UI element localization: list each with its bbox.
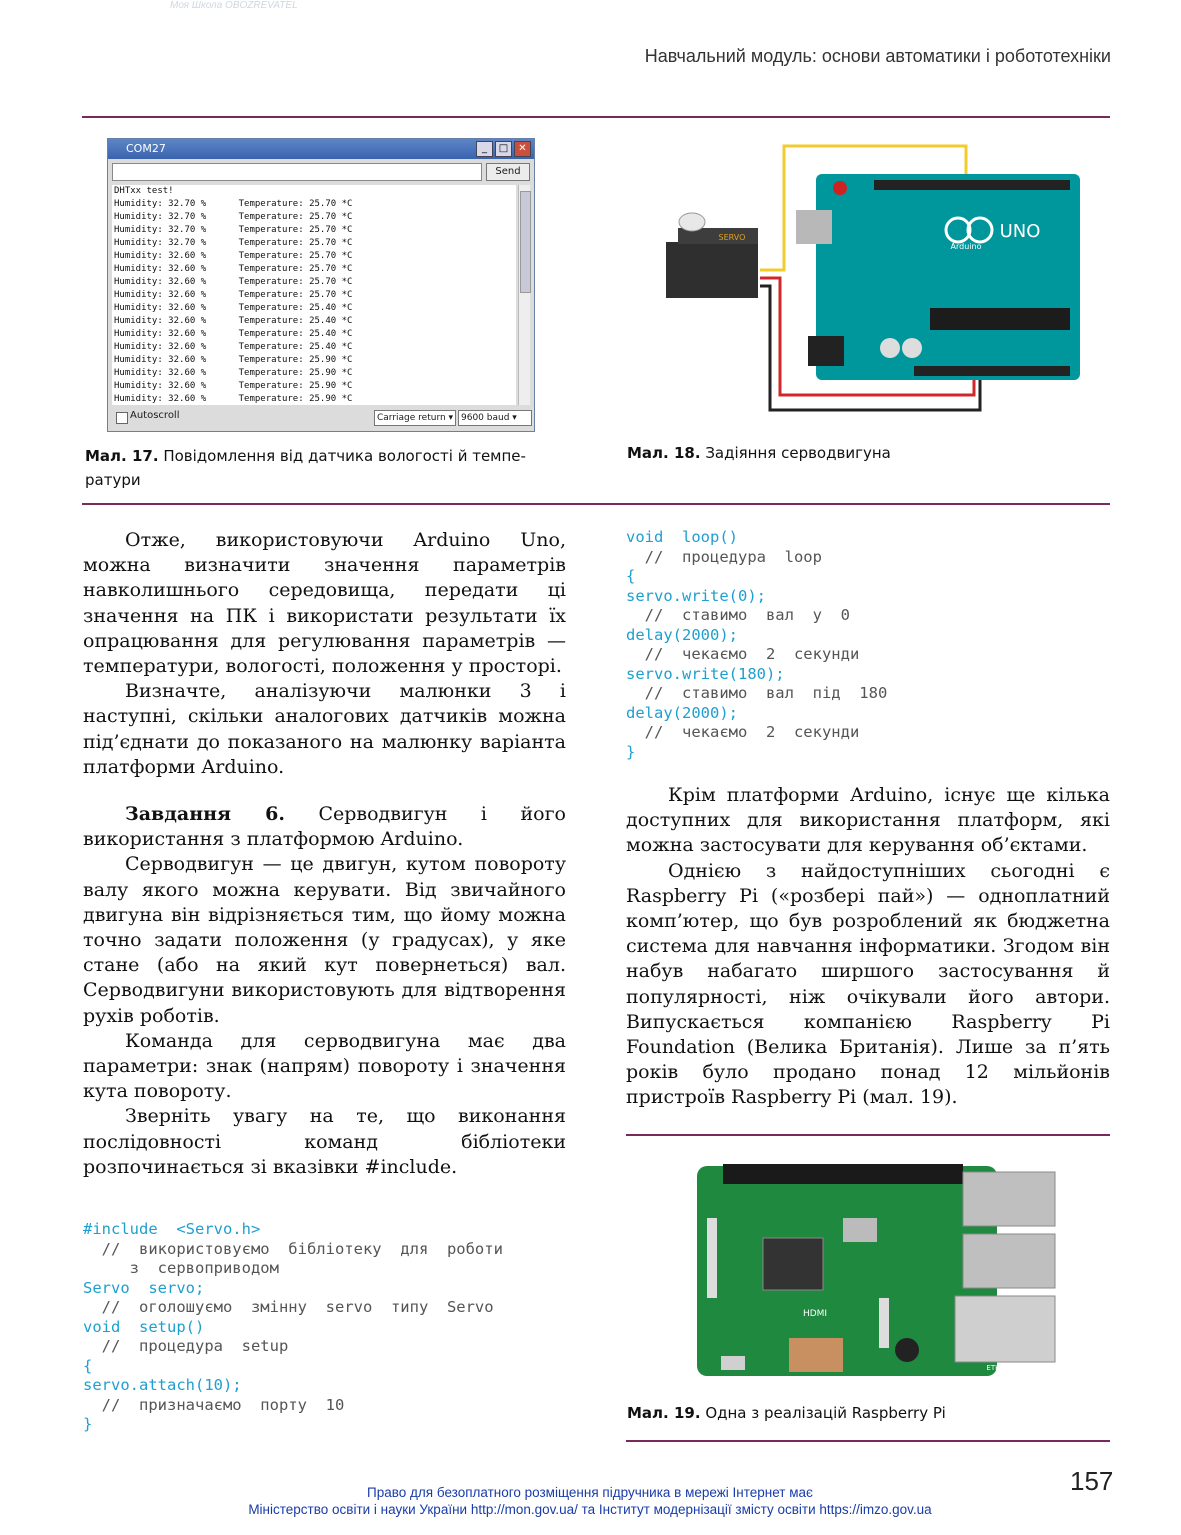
task-6-text: Серводвигун і його використання з платформою Arduino. [83, 803, 566, 851]
figure-17-caption [85, 444, 555, 492]
code-line: servo.write(0); [626, 586, 766, 605]
analog-header [914, 366, 1070, 376]
serial-line: Humidity: 32.70 % Temperature: 25.70 *C [114, 238, 353, 248]
code-block-setup [83, 1220, 566, 1435]
board-uno-text: UNO [999, 221, 1041, 242]
figure-18-text: Задіяння серводвигуна [705, 444, 891, 462]
right-paragraph-2: Однією з найдоступніших сьогодні є Raspberry Pi («розбері пай») — одноплатний комп’ютер, що був розроблений як бюджетна система для навчання інформатики. Згодом він набув набагато ширшого застосування й популярності, ніж очікували його автори. Випускається компанією Raspberry Pi Foundation (Велика Британія). Лише за п’ять років було продано понад 12 мільйонів пристроїв Raspberry Pi (мал. 19). [626, 859, 1110, 1109]
right-column-text [626, 783, 1110, 1111]
page-number: 157 [1070, 1466, 1114, 1496]
figures-rule [82, 503, 1110, 505]
send-button[interactable]: Send [486, 163, 530, 181]
raspberry-pi-photo [693, 1158, 1063, 1388]
serial-line: Humidity: 32.60 % Temperature: 25.70 *C [114, 277, 353, 287]
autoscroll-checkbox[interactable] [116, 412, 128, 424]
code-block-loop [626, 528, 1109, 762]
serial-line: Humidity: 32.60 % Temperature: 25.90 *C [114, 394, 353, 404]
code-comment-line: // призначаємо порту 10 [83, 1395, 345, 1414]
servo-body [666, 242, 758, 298]
hdmi-port [789, 1338, 843, 1372]
serial-line: Humidity: 32.60 % Temperature: 25.40 *C [114, 342, 353, 352]
code-line: void loop() [626, 528, 738, 546]
usb-block-2 [963, 1234, 1055, 1288]
serial-line: Humidity: 32.60 % Temperature: 25.70 *C [114, 290, 353, 300]
figure-18-caption [627, 441, 1097, 465]
window-title-bar [108, 139, 534, 159]
gpio-header [723, 1164, 963, 1184]
figure-17-label: Мал. 17. [85, 447, 159, 465]
header-rule [82, 116, 1110, 118]
figure-19-caption [627, 1401, 1097, 1425]
autoscroll-label: Autoscroll [130, 410, 180, 421]
figure-17-text: Повідомлення від датчика вологості й темпе-ратури [85, 447, 526, 489]
code-comment-line: // оголошуємо змінну servo типу Servo [83, 1298, 494, 1316]
code-comment-line: // процедура loop [626, 547, 822, 566]
code-line: Servo servo; [83, 1278, 205, 1297]
left-paragraph-3: Серводвигун — це двигун, кутом повороту валу якого можна керувати. Від звичайного двигуна він відрізняється тим, що йому можна точно задати положення (у градусах), у яке стане (або на який кут повернеться) вал. Серводвигуни використовують для відтворення рухів роботів. [83, 853, 566, 1027]
audio-jack [895, 1338, 919, 1362]
micro-usb-port [721, 1356, 745, 1370]
window-title: COM27 [126, 142, 166, 155]
usb-block-1 [963, 1172, 1055, 1226]
arduino-board [816, 174, 1080, 380]
maximize-icon[interactable]: □ [495, 141, 512, 157]
serial-line: Humidity: 32.60 % Temperature: 25.90 *C [114, 368, 353, 378]
power-jack [808, 336, 844, 366]
left-column-text [83, 528, 566, 1180]
line-ending-value: Carriage return [377, 413, 446, 423]
serial-scrollbar[interactable] [518, 185, 530, 405]
serial-line: Humidity: 32.60 % Temperature: 25.90 *C [114, 381, 353, 391]
code-line: delay(2000); [626, 625, 738, 644]
code-comment-line: // ставимо вал під 180 [626, 684, 888, 702]
ethernet-text: ETHERNET [986, 1364, 1024, 1372]
close-icon[interactable]: ✕ [514, 141, 531, 157]
code-line: { [626, 567, 636, 585]
code-comment-line: // процедура setup [83, 1337, 289, 1355]
usb-port [796, 210, 832, 244]
figure-19-label: Мал. 19. [627, 1404, 701, 1422]
minimize-icon[interactable]: _ [476, 141, 493, 157]
baud-select[interactable]: 9600 baud ▾ [458, 410, 532, 426]
serial-line: Humidity: 32.70 % Temperature: 25.70 *C [114, 225, 353, 235]
capacitor-1 [880, 338, 900, 358]
servo-arduino-diagram [650, 140, 1100, 420]
code-line: servo.write(180); [626, 664, 785, 683]
servo-text: SERVO [718, 233, 746, 242]
soc-chip [763, 1238, 823, 1290]
left-paragraph-2: Визначте, аналізуючи малюнки 3 і наступні, скільки аналогових датчиків можна під’єднати до показаного на малюнку варіанта платформи Arduino. [83, 680, 566, 778]
left-paragraph-1: Отже, використовуючи Arduino Uno, можна визначити значення параметрів навколишнього середовища, передати ці значення на ПК і використати результати їх опрацювання для регулювання параметрів — температури, вологості, положення у просторі. [83, 529, 566, 678]
left-paragraph-4: Команда для серводвигуна має два параметри: знак (напрям) повороту і значення кута повороту. [83, 1029, 566, 1103]
ethernet-port [955, 1296, 1055, 1362]
watermark: Моя Школа OBOZREVATEL [170, 0, 298, 11]
code-line: servo.attach(10); [83, 1376, 242, 1394]
serial-input[interactable] [112, 163, 482, 181]
figure-18-label: Мал. 18. [627, 444, 701, 462]
atmega-chip [930, 308, 1070, 330]
code-line: } [626, 742, 636, 761]
pi-board [697, 1166, 997, 1376]
code-line: delay(2000); [626, 703, 738, 722]
right-paragraph-1: Крім платформи Arduino, існує ще кілька доступних для використання платформ, які можна застосувати для керування об’єктами. [626, 784, 1110, 857]
serial-monitor-window [107, 138, 535, 432]
board-brand-text: Arduino [950, 242, 982, 251]
serial-line: Humidity: 32.60 % Temperature: 25.70 *C [114, 264, 353, 274]
code-line: { [83, 1356, 93, 1375]
task-6-label: Завдання 6. [125, 803, 285, 826]
footer-line-2: Міністерство освіти і науки України http://mon.gov.ua/ та Інститут модернізації змісту освіти https://imzo.gov.ua [248, 1502, 932, 1517]
figure-19-text: Одна з реалізацій Raspberry Pi [705, 1404, 946, 1422]
code-line: #include <Servo.h> [83, 1220, 261, 1238]
serial-line: DHTxx test! [114, 186, 174, 196]
serial-line: Humidity: 32.60 % Temperature: 25.90 *C [114, 355, 353, 365]
serial-line: Humidity: 32.70 % Temperature: 25.70 *C [114, 199, 353, 209]
camera-connector [879, 1298, 889, 1348]
footer-line-1: Право для безоплатного розміщення підручника в мережі Інтернет має [367, 1485, 813, 1500]
serial-line: Humidity: 32.60 % Temperature: 25.40 *C [114, 303, 353, 313]
running-header: Навчальний модуль: основи автоматики і робототехніки [644, 46, 1111, 66]
hdmi-text: HDMI [802, 1309, 828, 1319]
scroll-thumb[interactable] [520, 191, 531, 293]
capacitor-2 [902, 338, 922, 358]
serial-line: Humidity: 32.60 % Temperature: 25.40 *C [114, 316, 353, 326]
copyright-footer [170, 1484, 1010, 1518]
task-6-paragraph [83, 802, 566, 852]
figure-19-bottom-rule [626, 1440, 1110, 1442]
line-ending-select[interactable]: Carriage return ▾ [374, 410, 456, 426]
reset-button-icon [833, 181, 847, 195]
code-comment-line: // ставимо вал у 0 [626, 606, 850, 624]
digital-header [874, 180, 1070, 190]
code-comment-line: // використовуємо бібліотеку для роботи [83, 1239, 503, 1258]
code-comment-line: з сервоприводом [83, 1259, 279, 1277]
figure-19-top-rule [626, 1134, 1110, 1136]
code-comment-line: // чекаємо 2 секунди [626, 723, 860, 741]
code-comment-line: // чекаємо 2 секунди [626, 645, 860, 663]
serial-line: Humidity: 32.60 % Temperature: 25.40 *C [114, 329, 353, 339]
code-line: void setup() [83, 1317, 205, 1336]
display-connector [707, 1218, 717, 1298]
left-paragraph-5: Зверніть увагу на те, що виконання послідовності команд бібліотеки розпочинається зі вказівки #include. [83, 1105, 566, 1178]
serial-output [112, 185, 516, 405]
servo-horn [679, 213, 705, 231]
code-line: } [83, 1415, 93, 1433]
wifi-chip [843, 1218, 877, 1242]
baud-value: 9600 baud [461, 413, 510, 423]
serial-line: Humidity: 32.70 % Temperature: 25.70 *C [114, 212, 353, 222]
serial-line: Humidity: 32.60 % Temperature: 25.70 *C [114, 251, 353, 261]
